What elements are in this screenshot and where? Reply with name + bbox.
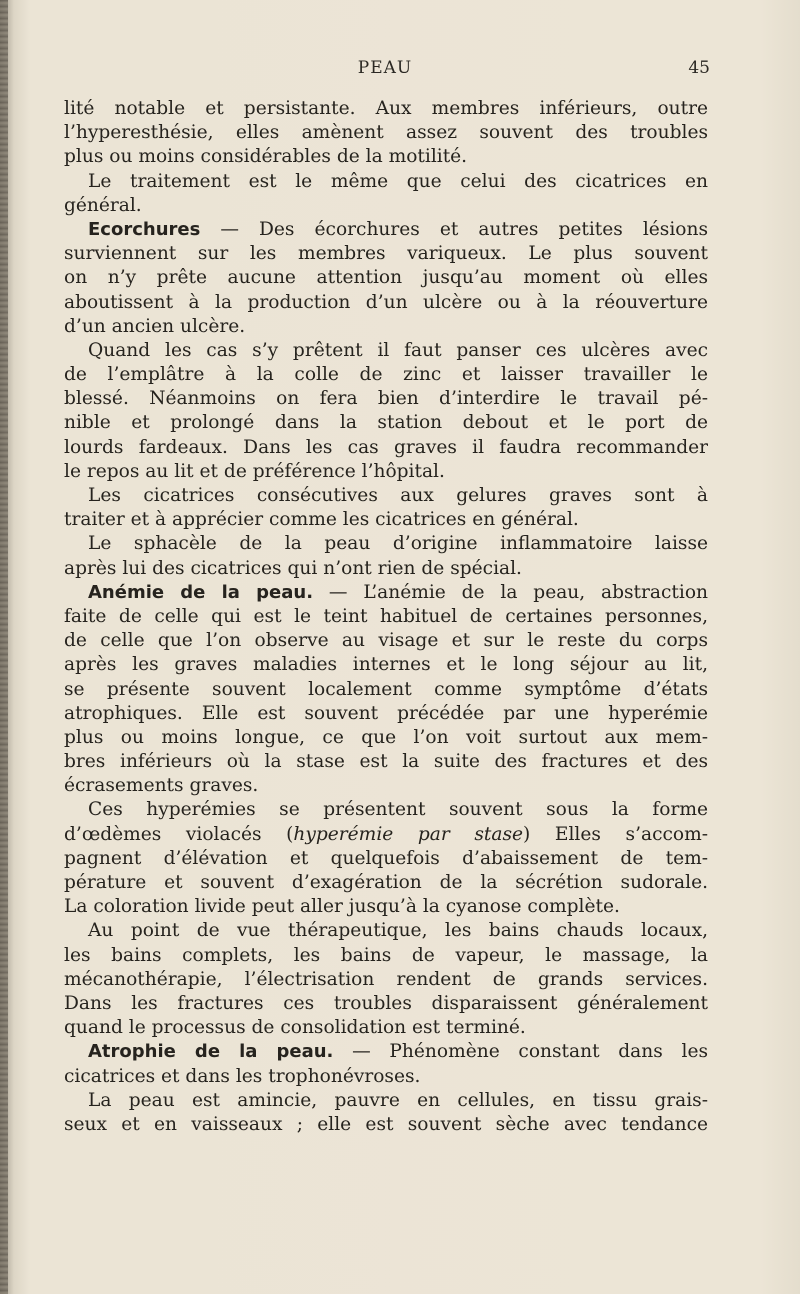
text-line [64, 871, 708, 895]
text-line [64, 218, 708, 242]
line-text: — Phénomène constant dans les [333, 1041, 708, 1063]
line-text: Le sphacèle de la peau d’origine inflammatoire laisse [88, 533, 708, 555]
italic-term: hyperémie par stase [293, 823, 524, 845]
line-text: La coloration livide peut aller jusqu’à la cyanose complète. [64, 896, 620, 918]
text-line [64, 339, 708, 363]
text-line [64, 266, 708, 290]
text-line [64, 460, 708, 484]
line-text: La peau est amincie, pauvre en cellules, en tissu grais- [88, 1089, 708, 1111]
text-line [64, 508, 708, 532]
text-line [64, 798, 708, 822]
line-text: après lui des cicatrices qui n’ont rien de spécial. [64, 557, 522, 579]
text-line [64, 1016, 708, 1040]
line-text: seux et en vaisseaux ; elle est souvent sèche avec tendance [64, 1113, 708, 1135]
section-heading: Ecorchures [88, 218, 201, 240]
text-line [64, 823, 708, 847]
text-line [64, 170, 708, 194]
line-text: quand le processus de consolidation est terminé. [64, 1017, 526, 1039]
line-text: de l’emplâtre à la colle de zinc et laisser travailler le [64, 364, 708, 386]
line-text: faite de celle qui est le teint habituel de certaines personnes, [64, 605, 708, 627]
line-text: les bains complets, les bains de vapeur, le massage, la [64, 944, 708, 966]
text-line [64, 1089, 708, 1113]
line-text: nible et prolongé dans la station debout et le port de [64, 412, 708, 434]
line-text: Les cicatrices consécutives aux gelures graves sont à [88, 485, 708, 506]
text-line [64, 1040, 708, 1064]
line-text: on n’y prête aucune attention jusqu’au moment où elles [64, 267, 708, 289]
line-text: lourds fardeaux. Dans les cas graves il faudra recommander [64, 436, 708, 458]
line-text: Le traitement est le même que celui des cicatrices en [88, 170, 708, 192]
text-line [64, 532, 708, 556]
line-text: Dans les fractures ces troubles disparaissent généralement [64, 992, 708, 1014]
text-line [64, 363, 708, 387]
text-line [64, 315, 708, 339]
line-text: traiter et à apprécier comme les cicatrices en général. [64, 509, 579, 531]
line-text: Ces hyperémies se présentent souvent sous la forme [88, 799, 708, 821]
text-line [64, 242, 708, 266]
text-line [64, 653, 708, 677]
text-line [64, 944, 708, 968]
text-line [64, 702, 708, 726]
text-line [64, 121, 708, 145]
page-binding-edge [0, 0, 8, 1294]
text-line [64, 895, 708, 919]
text-line [64, 629, 708, 653]
text-line [64, 1065, 708, 1089]
text-line [64, 774, 708, 798]
line-text: d’un ancien ulcère. [64, 315, 246, 337]
line-text: plus ou moins longue, ce que l’on voit surtout aux mem- [64, 726, 708, 748]
text-line [64, 436, 708, 460]
line-text: cicatrices et dans les trophonévroses. [64, 1065, 421, 1087]
line-text: surviennent sur les membres variqueux. Le plus souvent [64, 243, 708, 265]
text-line [64, 97, 708, 121]
line-text: après les graves maladies internes et le long séjour au lit, [64, 654, 708, 676]
text-line [64, 581, 708, 605]
line-text: lité notable et persistante. Aux membres inférieurs, outre [64, 98, 708, 119]
line-text: d’œdèmes violacés ( [64, 823, 294, 845]
text-line [64, 145, 708, 169]
text-line [64, 557, 708, 581]
text-line [64, 605, 708, 629]
line-text: blessé. Néanmoins on fera bien d’interdire le travail pé- [64, 388, 708, 410]
line-text: — L’anémie de la peau, abstraction [313, 581, 708, 603]
line-text: bres inférieurs où la stase est la suite des fractures et des [64, 751, 708, 773]
line-text: de celle que l’on observe au visage et sur le reste du corps [64, 630, 708, 652]
text-line [64, 847, 708, 871]
text-line [64, 484, 708, 508]
line-text: aboutissent à la production d’un ulcère ou à la réouverture [64, 291, 708, 313]
line-text: plus ou moins considérables de la motilité. [64, 146, 468, 168]
text-line [64, 194, 708, 218]
page-number: 45 [688, 58, 710, 78]
line-text: le repos au lit et de préférence l’hôpital. [64, 460, 445, 482]
text-line [64, 387, 708, 411]
text-line [64, 291, 708, 315]
running-title: PEAU [357, 58, 413, 78]
line-text: — Des écorchures et autres petites lésions [200, 218, 708, 240]
text-line [64, 992, 708, 1016]
text-line [64, 968, 708, 992]
page-header [60, 58, 710, 88]
body-text [64, 97, 708, 1137]
section-heading: Anémie de la peau. [88, 581, 314, 603]
text-line [64, 726, 708, 750]
line-text: écrasements graves. [64, 775, 259, 797]
line-text: Au point de vue thérapeutique, les bains chauds locaux, [88, 920, 708, 942]
text-line [64, 1113, 708, 1137]
line-text: pérature et souvent d’exagération de la sécrétion sudorale. [64, 872, 708, 893]
line-text: mécanothérapie, l’électrisation rendent de grands services. [64, 968, 708, 990]
line-text: Quand les cas s’y prêtent il faut panser ces ulcères avec [88, 339, 708, 361]
text-line [64, 750, 708, 774]
text-line [64, 919, 708, 943]
section-heading: Atrophie de la peau. [88, 1041, 334, 1063]
line-text: général. [64, 194, 142, 216]
text-line [64, 411, 708, 435]
line-text: atrophiques. Elle est souvent précédée par une hyperémie [64, 702, 708, 724]
text-line [64, 678, 708, 702]
line-text: l’hyperesthésie, elles amènent assez souvent des troubles [64, 122, 708, 144]
line-text: se présente souvent localement comme symptôme d’états [64, 678, 708, 700]
line-text: pagnent d’élévation et quelquefois d’abaissement de tem- [64, 847, 708, 869]
line-text: ) Elles s’accom- [523, 823, 708, 845]
